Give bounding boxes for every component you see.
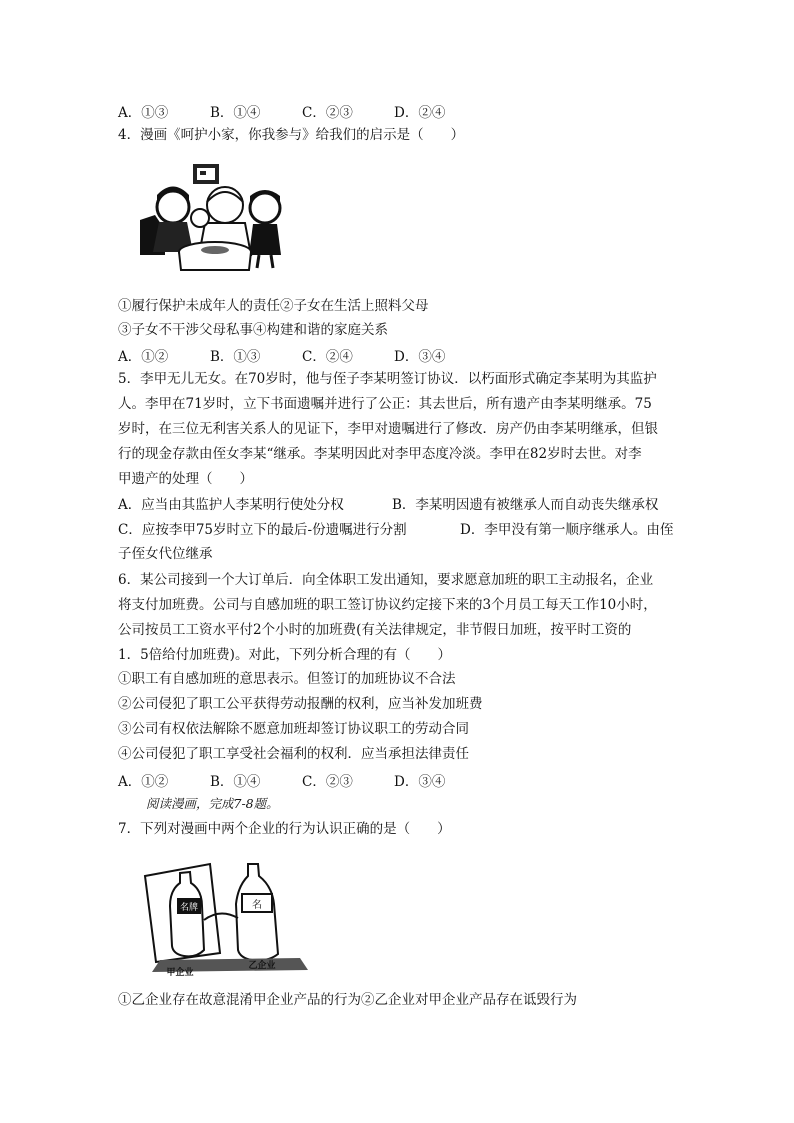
q3-options <box>118 101 445 121</box>
q4-option-b: B．①③ <box>210 349 261 365</box>
q5-option-d-continued: 子侄女代位继承 <box>118 546 213 562</box>
right-bottle-label: 名 <box>252 900 262 911</box>
q6-line-1: 6．某公司接到一个大订单后．向全体职工发出通知，要求愿意加班的职工主动报名，企业 <box>118 572 654 588</box>
q6-options <box>118 770 445 790</box>
q6-option-a: A．①② <box>118 774 169 790</box>
q5-line-4: 行的现金存款由侄女李某“继承。李某明因此对李甲态度冷淡。李甲在82岁时去世。对李 <box>118 446 642 462</box>
q4-statement-1: ①履行保护未成年人的责任②子女在生活上照料父母 <box>118 298 429 314</box>
q6-statement-1: ①职工有自感加班的意思表示。但签订的加班协议不合法 <box>118 671 456 687</box>
q3-option-b: B．①④ <box>210 105 261 121</box>
q6-option-c: C．②③ <box>302 774 353 790</box>
q4-option-d: D．③④ <box>394 349 446 365</box>
company-a-label: 甲企业 <box>166 968 194 976</box>
q5-option-d: D．李甲没有第一顺序继承人。由侄 <box>460 522 674 538</box>
left-bottle-label: 名牌 <box>179 903 199 913</box>
reading-note: 阅读漫画，完成7-8题。 <box>146 796 279 811</box>
family-cartoon-image <box>135 160 295 272</box>
bottle-cartoon-image <box>140 858 315 976</box>
q6-statement-2: ②公司侵犯了职工公平获得劳动报酬的权利，应当补发加班费 <box>118 696 483 712</box>
q3-option-a: A．①③ <box>118 105 169 121</box>
q4-option-a: A．①② <box>118 349 169 365</box>
q6-statement-3: ③公司有权依法解除不愿意加班却签订协议职工的劳动合同 <box>118 721 469 737</box>
q4-option-c: C．②④ <box>302 349 353 365</box>
q5-option-b: B．李某明因遗有被继承人而自动丧失继承权 <box>392 497 659 513</box>
q4-options <box>118 345 445 365</box>
q5-line-2: 人。李甲在71岁时，立下书面遗嘱并进行了公正：其去世后，所有遗产由李某明继承。75 <box>118 396 652 412</box>
q5-line-5: 甲遗产的处理（ ） <box>118 471 253 487</box>
q3-option-c: C．②③ <box>302 105 353 121</box>
q5-line-3: 岁时，在三位无利害关系人的见证下，李甲对遗嘱进行了修改．房产仍由李某明继承，但银 <box>118 421 658 437</box>
q5-option-a: A．应当由其监护人李某明行使处分权 <box>118 497 344 513</box>
q5-line-1: 5．李甲无儿无女。在70岁时，他与侄子李某明签订协议．以朽面形式确定李某明为其监护 <box>118 371 657 387</box>
q7-stem: 7．下列对漫画中两个企业的行为认识正确的是（ ） <box>118 821 451 837</box>
q4-statement-2: ③子女不干涉父母私事④构建和谐的家庭关系 <box>118 322 388 338</box>
q7-statement: ①乙企业存在故意混淆甲企业产品的行为②乙企业对甲企业产品存在诋毁行为 <box>118 992 577 1008</box>
q6-line-2: 将支付加班费。公司与自感加班的职工签订协议约定接下来的3个月员工每天工作10小时， <box>118 597 657 613</box>
q4-stem: 4．漫画《呵护小家，你我参与》给我们的启示是（ ） <box>118 127 465 143</box>
company-b-label: 乙企业 <box>248 961 276 971</box>
q6-statement-4: ④公司侵犯了职工享受社会福利的权利．应当承担法律责任 <box>118 746 469 762</box>
q6-option-b: B．①④ <box>210 774 261 790</box>
q3-option-d: D．②④ <box>394 105 446 121</box>
q6-line-4: 1．5倍给付加班费)。对此，下列分析合理的有（ ） <box>118 647 451 663</box>
q6-line-3: 公司按员工工资水平付2个小时的加班费(有关法律规定，非节假日加班，按平时工资的 <box>118 622 632 638</box>
q5-option-c: C．应按李甲75岁时立下的最后-份遗嘱进行分割 <box>118 522 407 538</box>
q6-option-d: D．③④ <box>394 774 446 790</box>
